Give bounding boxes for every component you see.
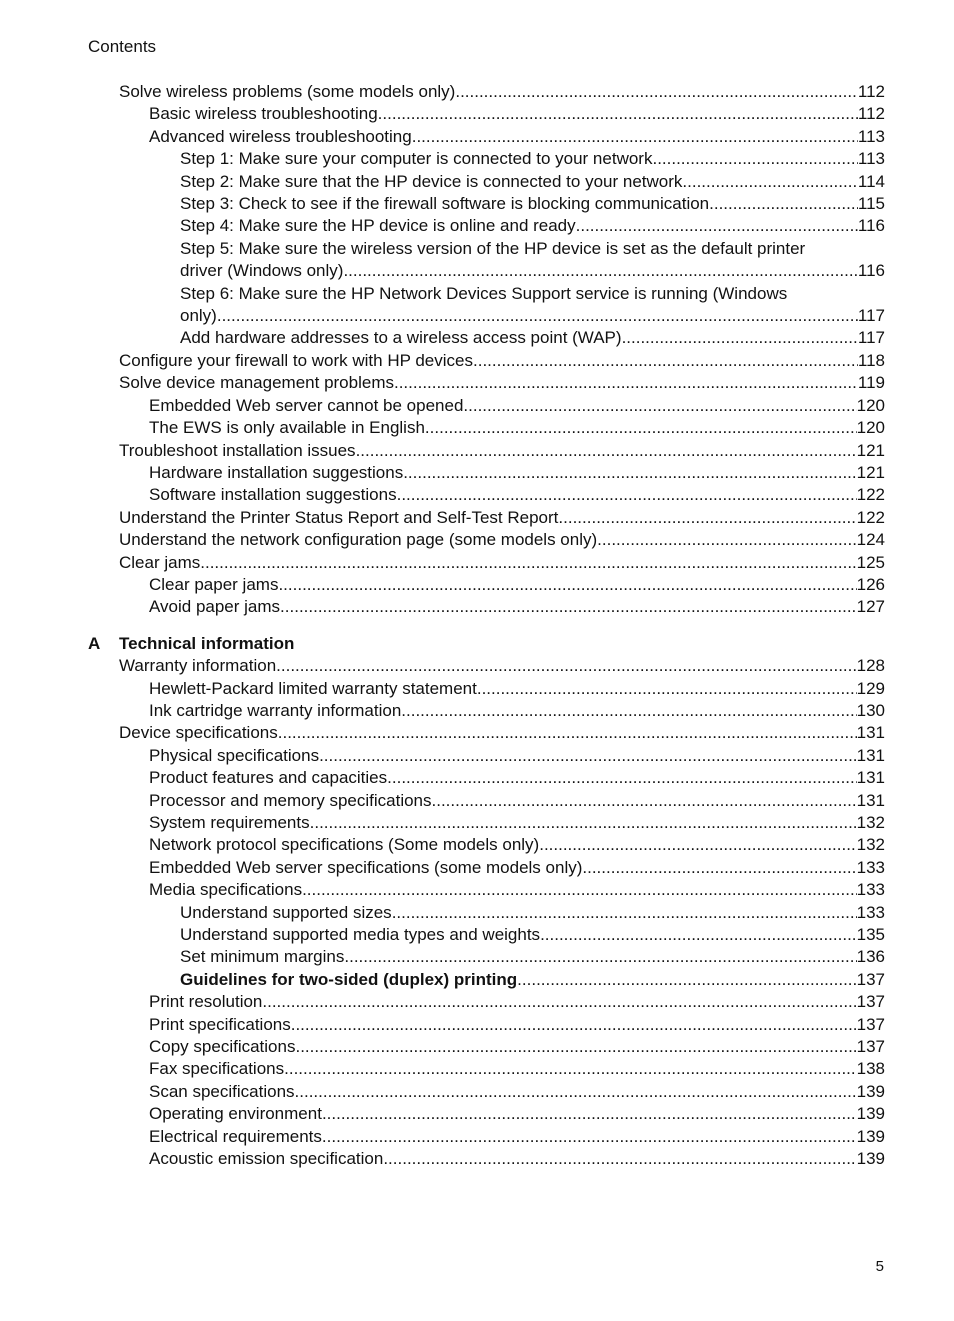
toc-entry[interactable] — [88, 700, 885, 722]
dot-leader — [344, 946, 856, 968]
toc-entry-page: 128 — [856, 656, 885, 676]
dot-leader — [319, 745, 857, 767]
toc-entry[interactable] — [88, 1036, 885, 1058]
toc-entry-page: 124 — [856, 530, 885, 550]
toc-entry[interactable] — [88, 1148, 885, 1170]
toc-entry-title: Print resolution — [149, 992, 263, 1012]
toc-entry[interactable] — [88, 417, 885, 439]
toc-entry-title: Acoustic emission specification — [149, 1149, 384, 1169]
toc-entry[interactable] — [88, 722, 885, 744]
toc-entry-page: 115 — [857, 194, 885, 214]
toc-entry-page: 137 — [856, 969, 885, 989]
dot-leader — [200, 552, 856, 574]
dot-leader — [597, 529, 856, 551]
toc-entry-page: 127 — [856, 597, 885, 617]
toc-entry[interactable] — [88, 1014, 885, 1036]
dot-leader — [280, 596, 857, 618]
dot-leader — [383, 1148, 856, 1170]
dot-leader — [387, 767, 856, 789]
toc-entry[interactable] — [88, 596, 885, 618]
toc-entry-page: 138 — [856, 1059, 885, 1079]
toc-entry-title: driver (Windows only) — [180, 261, 344, 281]
toc-entry-title: Clear jams — [119, 552, 201, 572]
dot-leader — [322, 1103, 857, 1125]
dot-leader — [356, 440, 857, 462]
dot-leader — [378, 103, 858, 125]
toc-entry[interactable] — [88, 193, 885, 215]
toc-entry-title: Scan specifications — [149, 1081, 295, 1101]
toc-entry[interactable] — [88, 655, 885, 677]
toc-entry[interactable] — [88, 969, 885, 991]
toc-entry-page: 133 — [856, 857, 885, 877]
toc-entry-page: 139 — [856, 1104, 885, 1124]
toc-entry[interactable] — [88, 507, 885, 529]
toc-entry-title: Software installation suggestions — [149, 485, 397, 505]
toc-entry-page: 116 — [857, 261, 885, 281]
toc-entry-page: 137 — [856, 1037, 885, 1057]
toc-entry[interactable] — [88, 946, 885, 968]
toc-entry-page: 139 — [856, 1126, 885, 1146]
toc-entry[interactable] — [88, 790, 885, 812]
dot-leader — [262, 991, 856, 1013]
toc-entry-page: 132 — [856, 835, 885, 855]
toc-entry[interactable] — [88, 767, 885, 789]
toc-entry-title: Set minimum margins — [180, 947, 345, 967]
toc-entry-page: 131 — [856, 768, 885, 788]
toc-entry-continuation — [180, 305, 885, 327]
dot-leader — [322, 1126, 857, 1148]
dot-leader — [217, 305, 858, 327]
toc-entry-title: Guidelines for two-sided (duplex) printing — [180, 969, 518, 989]
toc-entry-page: 118 — [857, 350, 885, 370]
toc-entry-page: 120 — [856, 395, 885, 415]
toc-entry[interactable] — [88, 1058, 885, 1080]
toc-entry-page: 117 — [857, 328, 885, 348]
toc-entry[interactable] — [88, 529, 885, 551]
toc-entry[interactable] — [88, 924, 885, 946]
dot-leader — [709, 193, 858, 215]
dot-leader — [652, 148, 857, 170]
toc-entry[interactable] — [88, 574, 885, 596]
toc-entry-page: 113 — [857, 126, 885, 146]
toc-entry-page: 137 — [856, 992, 885, 1012]
toc-entry[interactable] — [88, 372, 885, 394]
toc-entry-title: Ink cartridge warranty information — [149, 700, 402, 720]
dot-leader — [622, 327, 858, 349]
dot-leader — [473, 350, 858, 372]
dot-leader — [310, 812, 857, 834]
toc-entry[interactable] — [88, 1081, 885, 1103]
toc-entry[interactable] — [88, 834, 885, 856]
toc-entry-continuation — [180, 260, 885, 282]
page-number: 5 — [875, 1258, 884, 1275]
toc-entry[interactable] — [88, 103, 885, 125]
toc-entry-title: Processor and memory specifications — [149, 790, 432, 810]
toc-entry-title: Step 1: Make sure your computer is connected to your network — [180, 149, 653, 169]
dot-leader — [276, 655, 856, 677]
toc-entry[interactable] — [88, 484, 885, 506]
toc-entry[interactable] — [88, 462, 885, 484]
toc-entry-title: Media specifications — [149, 880, 303, 900]
dot-leader — [284, 1058, 857, 1080]
toc-entry-title: Copy specifications — [149, 1037, 296, 1057]
appendix-heading[interactable] — [88, 633, 885, 655]
appendix-letter: A — [88, 633, 101, 653]
dot-leader — [455, 81, 858, 103]
toc-entry-title: Step 3: Check to see if the firewall software is blocking communication — [180, 194, 710, 214]
toc-entry-page: 139 — [856, 1081, 885, 1101]
toc-entry[interactable] — [88, 857, 885, 879]
dot-leader — [291, 1014, 857, 1036]
toc-section-troubleshooting — [88, 81, 885, 619]
toc-entry-title: Step 6: Make sure the HP Network Devices Support service is running (Windows — [180, 283, 788, 303]
toc-entry-page: 132 — [856, 813, 885, 832]
toc-entry-title: Step 4: Make sure the HP device is online and ready — [180, 216, 576, 236]
dot-leader — [302, 879, 857, 901]
toc-entry-title: Embedded Web server cannot be opened — [149, 395, 464, 415]
toc-entry[interactable] — [88, 552, 885, 574]
toc-entry-title: Electrical requirements — [149, 1126, 322, 1146]
dot-leader — [278, 574, 856, 596]
toc-entry[interactable] — [88, 902, 885, 924]
toc-entry-page: 122 — [856, 485, 885, 505]
toc-entry-title: Physical specifications — [149, 745, 320, 765]
toc-entry[interactable] — [88, 148, 885, 170]
toc-entry-title: Step 5: Make sure the wireless version of the HP device is set as the default printer — [180, 238, 806, 258]
toc-entry-page: 117 — [857, 306, 885, 326]
toc-entry-title: Understand supported media types and weights — [180, 925, 541, 945]
toc-entry-title: Device specifications — [119, 723, 278, 743]
toc-entry-page: 136 — [856, 947, 885, 967]
toc-entry-page: 126 — [856, 574, 885, 594]
toc-entry[interactable] — [88, 283, 885, 328]
toc-entry-page: 130 — [856, 700, 885, 720]
toc-entry-page: 121 — [856, 462, 885, 482]
toc-entry[interactable] — [88, 215, 885, 237]
dot-leader — [582, 857, 856, 879]
toc-entry[interactable] — [88, 327, 885, 349]
toc-entry-page: 139 — [856, 1149, 885, 1169]
toc-entry-page: 131 — [856, 745, 885, 765]
toc-entry-page: 112 — [857, 104, 885, 124]
toc-entry-title: Solve wireless problems (some models only) — [119, 82, 456, 101]
dot-leader — [539, 834, 856, 856]
toc-entry-title: Hardware installation suggestions — [149, 462, 404, 482]
dot-leader — [343, 260, 857, 282]
toc-entry-title: The EWS is only available in English — [149, 418, 425, 438]
running-head: Contents — [88, 37, 157, 56]
dot-leader — [412, 126, 858, 148]
toc-entry-title: only) — [180, 306, 217, 326]
dot-leader — [401, 700, 856, 722]
toc-entry-page: 122 — [856, 507, 885, 527]
dot-leader — [463, 395, 856, 417]
toc-entry-page: 113 — [857, 149, 885, 169]
toc-entry-title: Print specifications — [149, 1014, 291, 1034]
toc-entry[interactable] — [88, 1126, 885, 1148]
toc-entry[interactable] — [88, 879, 885, 901]
toc-entry-page: 125 — [856, 552, 885, 572]
toc-section-technical-information — [88, 655, 885, 1170]
toc-entry-title: Warranty information — [119, 656, 277, 676]
dot-leader — [397, 484, 857, 506]
dot-leader — [477, 678, 857, 700]
toc-entry-title: Add hardware addresses to a wireless access point (WAP) — [180, 328, 622, 348]
dot-leader — [425, 417, 857, 439]
toc-entry-title: Understand the Printer Status Report and Self-Test Report — [119, 507, 559, 527]
toc-entry-title: Configure your firewall to work with HP devices — [119, 350, 473, 370]
toc-entry-page: 131 — [856, 723, 885, 743]
toc-entry[interactable] — [88, 1103, 885, 1125]
toc-entry-page: 120 — [856, 418, 885, 438]
toc-entry[interactable] — [88, 171, 885, 193]
toc-entry-title: Fax specifications — [149, 1059, 285, 1079]
toc-entry[interactable] — [88, 395, 885, 417]
toc-entry[interactable] — [88, 745, 885, 767]
toc-entry-title: Operating environment — [149, 1104, 322, 1124]
appendix-title: Technical information — [119, 633, 295, 653]
toc-entry-title: Network protocol specifications (Some models only) — [149, 835, 540, 855]
toc-entry[interactable] — [88, 440, 885, 462]
dot-leader — [392, 902, 857, 924]
dot-leader — [295, 1081, 857, 1103]
toc-entry[interactable] — [88, 678, 885, 700]
toc-entry[interactable] — [88, 126, 885, 148]
toc-entry-title: Step 2: Make sure that the HP device is connected to your network — [180, 171, 683, 191]
toc-entry-title: Understand the network configuration page (some models only) — [119, 530, 598, 550]
toc-entry-page: 119 — [857, 373, 885, 393]
toc-entry[interactable] — [88, 991, 885, 1013]
dot-leader — [540, 924, 857, 946]
toc-entry-page: 112 — [857, 82, 885, 101]
toc-entry-title: Embedded Web server specifications (some models only) — [149, 857, 583, 877]
toc-entry-page: 114 — [857, 171, 885, 191]
toc-entry-page: 131 — [856, 790, 885, 810]
toc-entry[interactable] — [88, 238, 885, 283]
dot-leader — [558, 507, 856, 529]
toc-entry-title: Clear paper jams — [149, 574, 279, 594]
dot-leader — [295, 1036, 856, 1058]
dot-leader — [278, 722, 857, 744]
dot-leader — [682, 171, 857, 193]
toc-entry-title: System requirements — [149, 813, 310, 832]
dot-leader — [576, 215, 858, 237]
dot-leader — [403, 462, 856, 484]
toc-entry[interactable] — [88, 81, 885, 103]
toc-entry-title: Understand supported sizes — [180, 902, 392, 922]
toc-entry-title: Basic wireless troubleshooting — [149, 104, 378, 124]
toc-entry-page: 133 — [856, 902, 885, 922]
toc-entry-title: Hewlett-Packard limited warranty statement — [149, 678, 477, 698]
dot-leader — [394, 372, 858, 394]
toc-entry-title: Advanced wireless troubleshooting — [149, 126, 412, 146]
toc-entry-page: 121 — [856, 440, 885, 460]
toc-entry-page: 116 — [857, 216, 885, 236]
toc-entry-title: Product features and capacities — [149, 768, 388, 788]
toc-entry-title: Troubleshoot installation issues — [119, 440, 356, 460]
dot-leader — [432, 790, 857, 812]
table-of-contents — [88, 81, 885, 1171]
toc-entry[interactable] — [88, 350, 885, 372]
toc-entry-page: 137 — [856, 1014, 885, 1034]
toc-entry[interactable] — [88, 812, 885, 834]
toc-entry-page: 129 — [856, 678, 885, 698]
dot-leader — [517, 969, 856, 991]
toc-entry-page: 133 — [856, 880, 885, 900]
toc-entry-page: 135 — [856, 925, 885, 945]
toc-entry-title: Solve device management problems — [119, 373, 394, 393]
toc-entry-title: Avoid paper jams — [149, 597, 281, 617]
